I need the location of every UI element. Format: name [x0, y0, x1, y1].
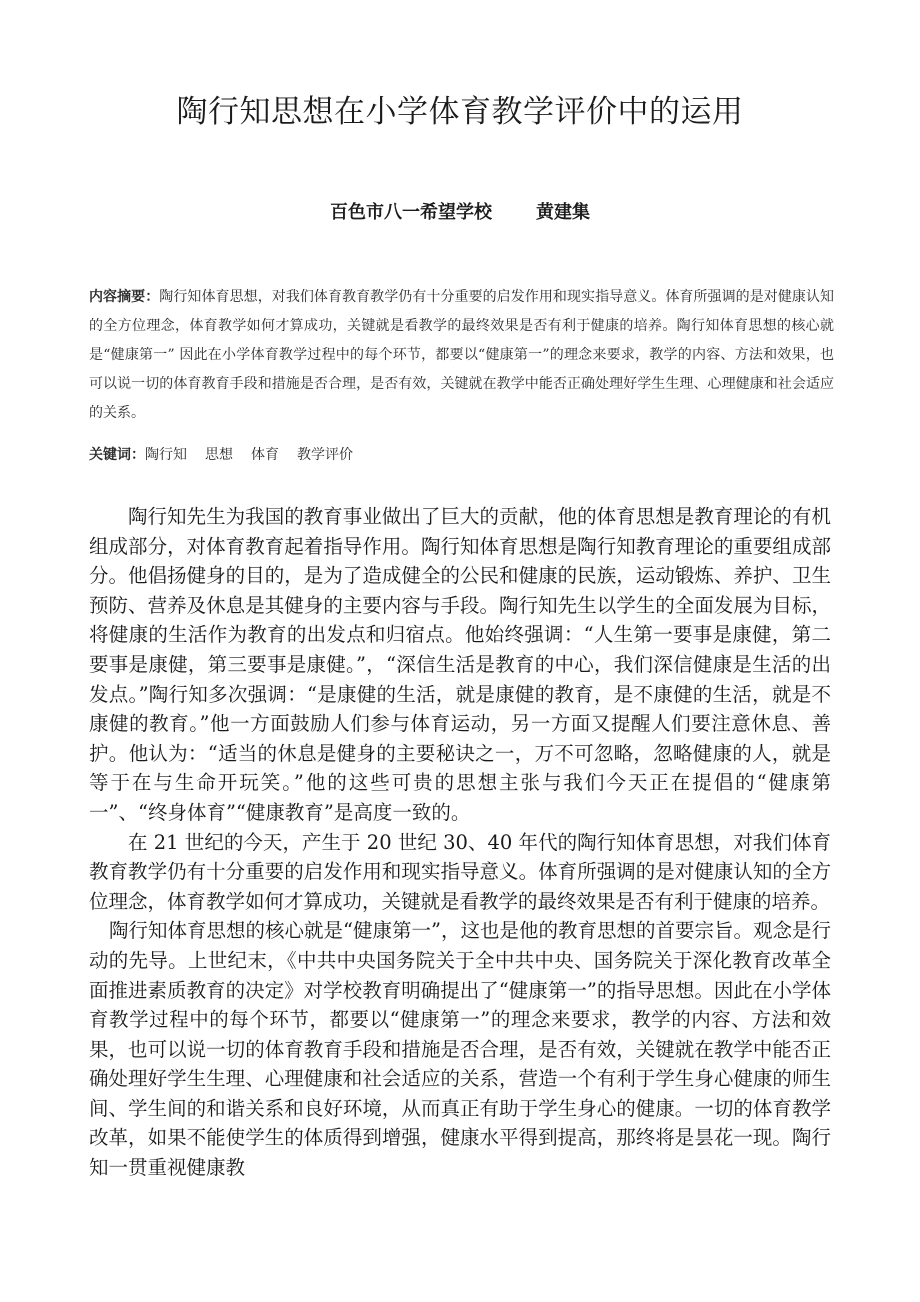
paragraph: 在 21 世纪的今天，产生于 20 世纪 30、40 年代的陶行知体育思想，对我们体育教育教学仍有十分重要的启发作用和现实指导意义。体育所强调的是对健康认知的全方位理念，体育教学如何才算成功，关键就是看教学的最终效果是否有利于健康的培养。 — [89, 830, 831, 913]
keywords — [89, 441, 834, 469]
school-name: 百色市八一希望学校 — [330, 202, 492, 223]
abstract — [89, 283, 834, 428]
paragraph: 陶行知先生为我国的教育事业做出了巨大的贡献，他的体育思想是教育理论的有机组成部分，对体育教育起着指导作用。陶行知体育思想是陶行知教育理论的重要组成部分。他倡扬健身的目的，是为了造成健全的公民和健康的民族，运动锻炼、养护、卫生预防、营养及休息是其健身的主要内容与手段。陶行知先生以学生的全面发展为目标，将健康的生活作为教育的出发点和归宿点。他始终强调：“人生第一要事是康健，第二要事是康健，第三要事是康健。”，“深信生活是教育的中心，我们深信健康是生活的出发点。”陶行知多次强调：“是康健的生活，就是康健的教育，是不康健的生活，就是不康健的教育。”他一方面鼓励人们参与体育运动，另一方面又提醒人们要注意休息、善护。他认为：“适当的休息是健身的主要秘诀之一，万不可忽略，忽略健康的人，就是等于在与生命开玩笑。”他的这些可贵的思想主张与我们今天正在提倡的“健康第一”、“终身体育”“健康教育”是高度一致的。 — [89, 505, 831, 824]
keywords-label: 关键词： — [89, 447, 145, 463]
keyword: 教学评价 — [297, 447, 353, 463]
author-name: 黄建集 — [536, 202, 590, 223]
keyword: 思想 — [205, 447, 233, 463]
author-line — [0, 198, 920, 224]
keyword: 陶行知 — [145, 447, 187, 463]
document-title: 陶行知思想在小学体育教学评价中的运用 — [176, 94, 744, 130]
paragraph: 陶行知体育思想的核心就是“健康第一”，这也是他的教育思想的首要宗旨。观念是行动的先导。上世纪末，《中共中央国务院关于全中共中央、国务院关于深化教育改革全面推进素质教育的决定》对学校教育明确提出了“健康第一”的指导思想。因此在小学体育教学过程中的每个环节，都要以“健康第一”的理念来要求，教学的内容、方法和效果，也可以说一切的体育教育手段和措施是否合理，是否有效，关键就在教学中能否正确处理好学生生理、心理健康和社会适应的关系，营造一个有利于学生身心健康的师生间、学生间的和谐关系和良好环境，从而真正有助于学生身心的健康。一切的体育教学改革，如果不能使学生的体质得到增强，健康水平得到提高，那终将是昙花一现。陶行知一贯重视健康教 — [89, 919, 831, 1180]
keyword: 体育 — [251, 447, 279, 463]
abstract-text: 陶行知体育思想，对我们体育教育教学仍有十分重要的启发作用和现实指导意义。体育所强调的是对健康认知的全方位理念，体育教学如何才算成功，关键就是看教学的最终效果是否有利于健康的培养。陶行知体育思想的核心就是“健康第一” 因此在小学体育教学过程中的每个环节，都要以“健康第一”的理念来要求，教学的内容、方法和效果，也可以说一切的体育教育手段和措施是否合理，是否有效，关键就在教学中能否正确处理好学生生理、心理健康和社会适应的关系。 — [89, 289, 835, 421]
abstract-label: 内容摘要： — [89, 289, 160, 305]
body-text — [89, 502, 831, 1183]
